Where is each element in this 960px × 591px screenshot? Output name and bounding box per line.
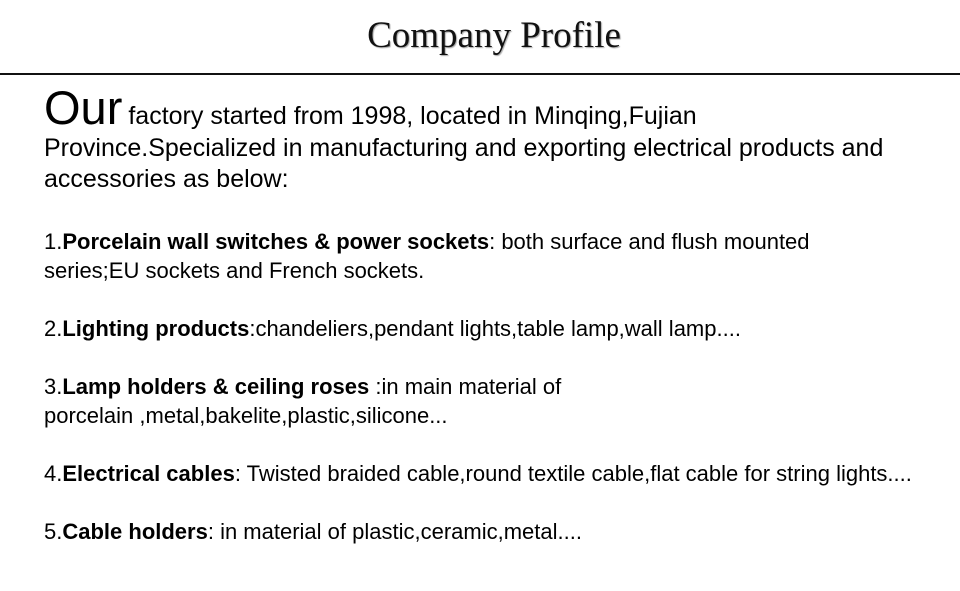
product-name: Electrical cables xyxy=(62,460,235,486)
intro-paragraph xyxy=(44,81,924,196)
product-number: 5. xyxy=(44,518,63,544)
product-item-1 xyxy=(44,227,889,285)
product-number: 3. xyxy=(44,373,63,399)
product-item-3 xyxy=(44,372,644,430)
profile-content xyxy=(44,81,924,546)
product-list xyxy=(44,227,924,546)
product-number: 4. xyxy=(44,460,63,486)
page-title: Company Profile xyxy=(367,15,621,56)
product-number: 1. xyxy=(44,228,63,254)
product-description: : both surface and flush mounted series;EU sockets and French sockets. xyxy=(44,228,810,283)
product-item-5 xyxy=(44,517,924,546)
product-name: Lighting products xyxy=(62,315,250,341)
product-description: : Twisted braided cable,round textile cable,flat cable for string lights.... xyxy=(234,460,912,486)
product-name: Lamp holders & ceiling roses xyxy=(62,373,370,399)
title-divider xyxy=(0,73,960,75)
product-number: 2. xyxy=(44,315,63,341)
intro-lead-word: Our xyxy=(44,81,123,134)
product-name: Cable holders xyxy=(62,518,208,544)
product-name: Porcelain wall switches & power sockets xyxy=(62,228,490,254)
product-item-4 xyxy=(44,459,924,488)
product-description: :chandeliers,pendant lights,table lamp,wall lamp.... xyxy=(249,315,741,341)
product-item-2 xyxy=(44,314,924,343)
product-description: :in main material of porcelain ,metal,bakelite,plastic,silicone... xyxy=(44,373,562,428)
product-description: : in material of plastic,ceramic,metal.... xyxy=(207,518,582,544)
intro-text: factory started from 1998, located in Minqing,Fujian Province.Specialized in manufacturing and exporting electrical products and accessories as below: xyxy=(44,102,884,193)
